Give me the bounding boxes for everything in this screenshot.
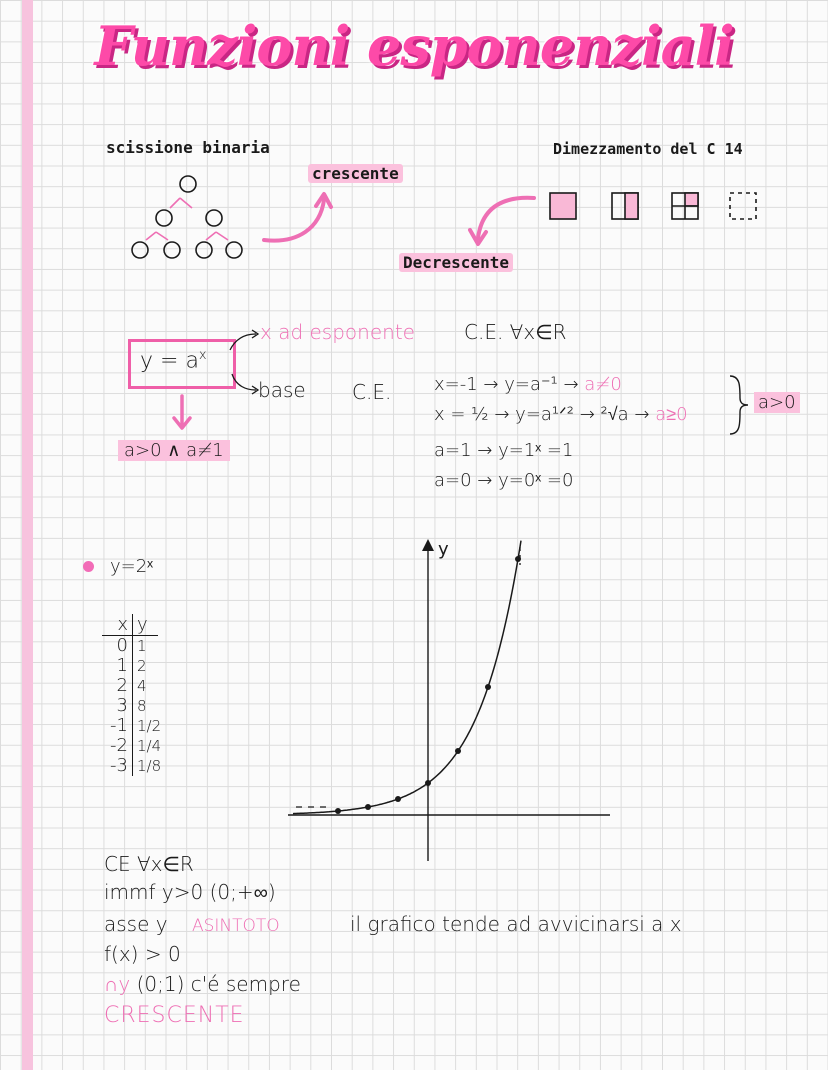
tree-node-level2 <box>226 242 242 258</box>
graph-point <box>335 808 341 814</box>
c14-decay-label: Dimezzamento del C 14 <box>553 140 743 158</box>
graph-point <box>425 780 431 786</box>
table-row <box>102 716 161 736</box>
prop-axis: asse y ASINTOTO <box>104 912 280 936</box>
table-cell-x: 3 <box>102 696 133 716</box>
page-title: Funzioni esponenziali <box>94 14 734 78</box>
table-cell-x: 2 <box>102 676 133 696</box>
ce-label: C.E. <box>352 380 392 404</box>
table-cell-x: -1 <box>102 716 133 736</box>
table-cell-y: 8 <box>137 697 147 715</box>
table-row <box>102 656 161 676</box>
tree-node-level1 <box>156 210 172 226</box>
tree-node-level2 <box>164 242 180 258</box>
table-row <box>102 696 161 716</box>
tree-node-root <box>180 176 196 192</box>
halving-squares-diagram <box>540 188 770 228</box>
table-cell-y: 1 <box>137 637 147 655</box>
empty-square <box>730 193 756 219</box>
table-cell-y: 1/8 <box>137 757 162 775</box>
table-cell-y: 1/2 <box>137 717 162 735</box>
case-row: x = ½ → y=a¹ᐟ² → ²√a → a≥0 <box>434 404 688 425</box>
curly-brace <box>726 372 752 438</box>
base-note: base <box>258 378 306 402</box>
domain-note-top: C.E. ∀x∈R <box>464 320 567 344</box>
prop-trend: il grafico tende ad avvicinarsi a x <box>350 912 682 936</box>
table-row <box>102 736 161 756</box>
table-cell-x: 1 <box>102 656 133 676</box>
case-row: a=0 → y=0ˣ =0 <box>434 470 574 491</box>
value-table: x y 0 1 1 2 2 4 3 8 -1 1/2 -2 1/4 -3 1/8 <box>102 614 161 776</box>
tree-node-level1 <box>206 210 222 226</box>
exponential-curve <box>293 541 521 814</box>
table-cell-y: 1/4 <box>137 737 162 755</box>
prop-intercept: ∩y (0;1) c'é sempre <box>104 972 301 996</box>
increasing-arrow <box>258 188 338 248</box>
table-cell-y: 4 <box>137 677 147 695</box>
prop-domain: CE ∀x∈R <box>104 852 194 876</box>
graph-point <box>395 796 401 802</box>
y-axis-arrow <box>422 539 434 551</box>
graph-point <box>365 804 371 810</box>
graph-point <box>455 748 461 754</box>
binary-fission-label: scissione binaria <box>106 138 270 157</box>
page-margin-bar <box>22 0 33 1070</box>
tree-node-level2 <box>132 242 148 258</box>
brace-result: a>0 <box>754 392 800 413</box>
tree-node-level2 <box>196 242 212 258</box>
crescente-label: crescente <box>308 164 403 183</box>
table-row <box>102 756 161 776</box>
decrescente-label: Decrescente <box>399 253 513 272</box>
table-row <box>102 636 161 656</box>
table-cell-x: -3 <box>102 756 133 776</box>
down-arrow <box>170 394 194 434</box>
case-row: a=1 → y=1ˣ =1 <box>434 440 574 461</box>
table-row <box>102 676 161 696</box>
prop-increasing: CRESCENTE <box>104 1003 245 1028</box>
base-condition: a>0 ∧ a≠1 <box>118 440 230 461</box>
example-function: y=2ˣ <box>110 556 154 577</box>
prop-image: immf y>0 (0;+∞) <box>104 880 276 904</box>
table-body <box>102 636 161 776</box>
y-axis-label: y <box>438 539 449 560</box>
formula-text: $y = a^x$ <box>140 348 207 374</box>
table-cell-y: 2 <box>137 657 147 675</box>
exponent-note: x ad esponente <box>260 320 415 344</box>
table-cell-x: 0 <box>102 636 133 656</box>
decreasing-arrow <box>462 192 542 252</box>
case-row: x=-1 → y=a⁻¹ → a≠0 <box>434 374 622 395</box>
exponential-graph <box>280 535 620 865</box>
table-cell-x: -2 <box>102 736 133 756</box>
bullet-point <box>83 561 94 572</box>
quarter-square <box>685 193 698 206</box>
half-square <box>625 193 638 219</box>
prop-positive: f(x) > 0 <box>104 942 181 966</box>
full-square <box>550 193 576 219</box>
formula-pointer-arrows <box>222 322 262 406</box>
binary-tree-diagram <box>120 168 260 268</box>
graph-point <box>515 556 521 562</box>
graph-point <box>485 684 491 690</box>
